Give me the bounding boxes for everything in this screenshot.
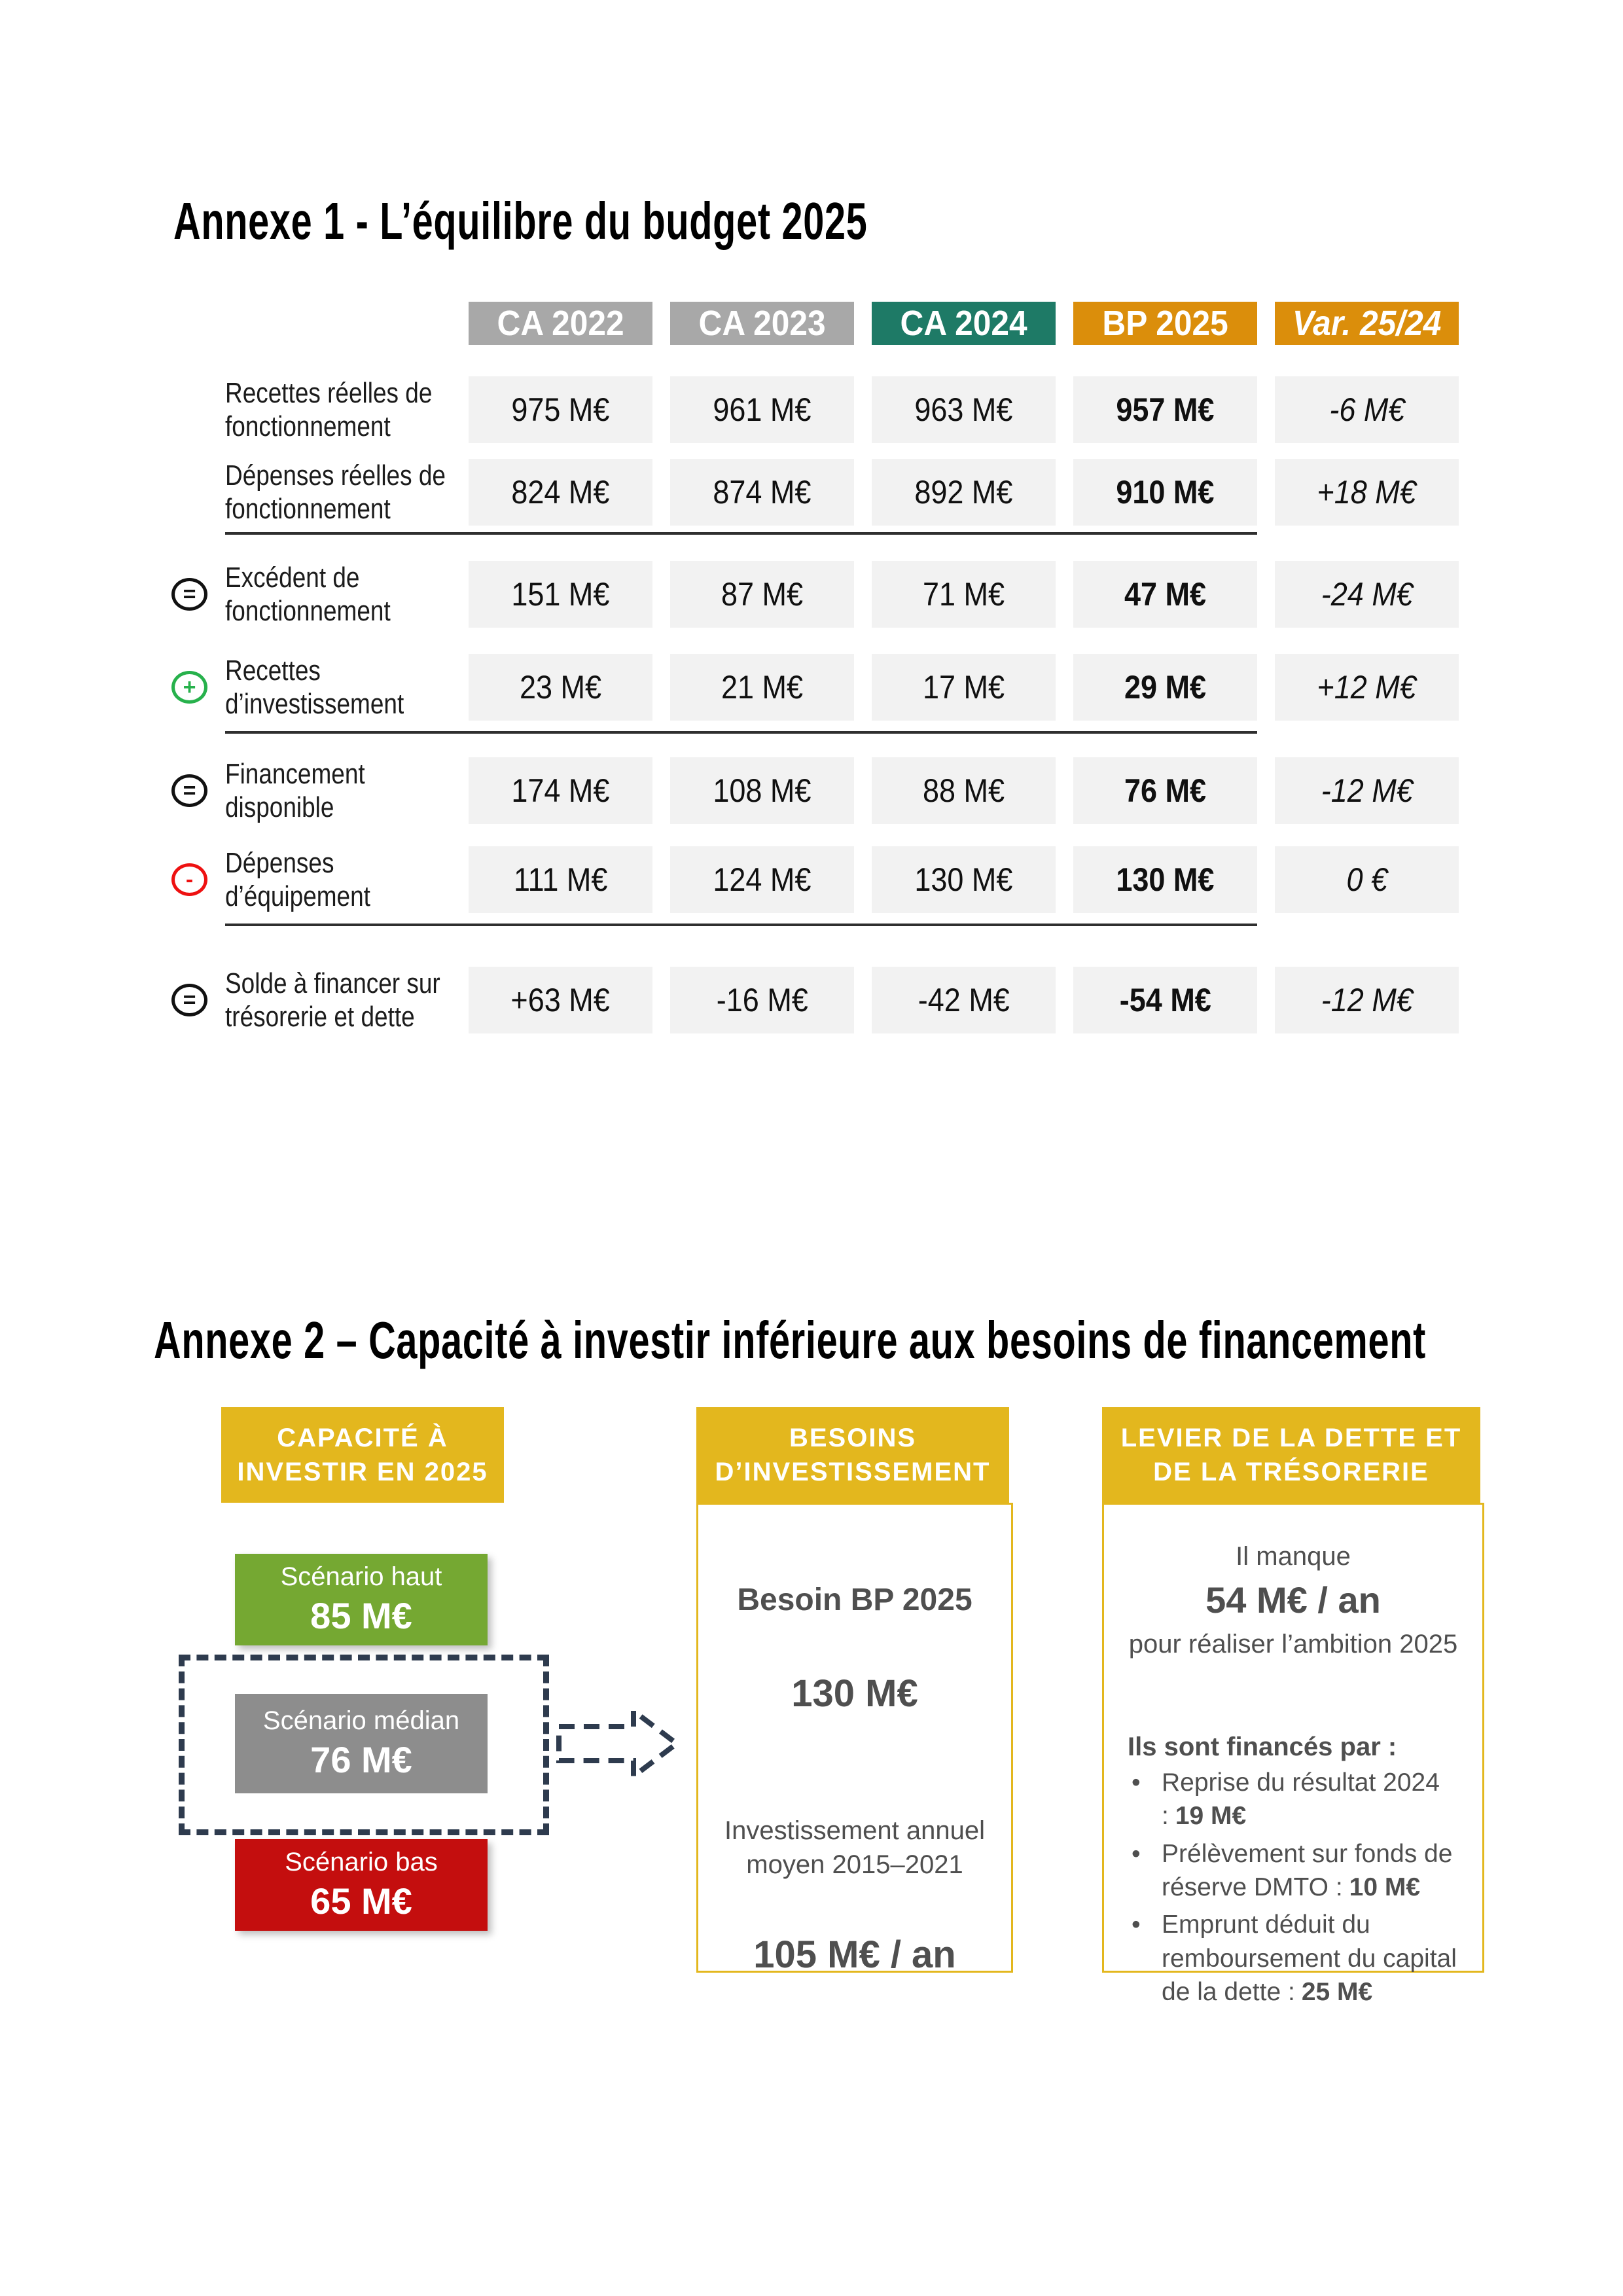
- needs-bp-label: Besoin BP 2025: [737, 1583, 972, 1617]
- table-cell: [1073, 757, 1257, 824]
- cell-value: +18 M€: [1317, 474, 1417, 511]
- equals-icon: =: [171, 578, 207, 611]
- row-icon-cell: [171, 578, 207, 611]
- table-cell: [670, 376, 854, 443]
- plus-icon: +: [171, 671, 207, 704]
- bullet-value: 19 M€: [1175, 1802, 1247, 1831]
- row-label-text: Recettes d’investissement: [225, 655, 404, 721]
- separator-line: [225, 924, 1257, 926]
- lever-bullet-item: [1128, 1908, 1463, 2009]
- table-row: [171, 846, 1467, 913]
- cell-value: 975 M€: [511, 391, 610, 429]
- row-label: [225, 967, 451, 1033]
- cell-value: 151 M€: [511, 576, 610, 613]
- scenario-median-box: [235, 1694, 488, 1793]
- table-header-row: [171, 302, 1467, 345]
- table-cell: [1073, 846, 1257, 913]
- minus-icon: -: [171, 863, 207, 896]
- cell-value: -54 M€: [1119, 982, 1211, 1019]
- table-cell: [872, 459, 1056, 526]
- column-header-bp-2025: [1073, 302, 1257, 345]
- table-cell: [469, 561, 652, 628]
- table-row: [171, 561, 1467, 628]
- bullet-value: 25 M€: [1301, 1978, 1373, 2007]
- scenario-median-value: 76 M€: [310, 1739, 412, 1780]
- budget-table: [171, 302, 1467, 1033]
- cell-value: 71 M€: [922, 576, 1005, 613]
- table-cell: [670, 561, 854, 628]
- annexe1-title-text: Annexe 1 - L’équilibre du budget 2025: [173, 191, 868, 250]
- separator-line: [225, 532, 1257, 535]
- row-icon-cell: [171, 863, 207, 896]
- lever-missing-value: 54 M€ / an: [1205, 1579, 1381, 1621]
- cell-value: 17 M€: [922, 669, 1005, 706]
- equals-icon: =: [171, 984, 207, 1016]
- bullet-text: Reprise du résultat 2024 :: [1162, 1768, 1440, 1831]
- needs-bp-value: 130 M€: [791, 1672, 918, 1715]
- column-header-ca-2022: [469, 302, 652, 345]
- cell-value: 124 M€: [713, 861, 812, 899]
- bullet-text: Emprunt déduit du remboursement du capital de la dette :: [1162, 1910, 1457, 2007]
- table-cell: [1275, 376, 1459, 443]
- needs-body: [696, 1503, 1013, 1976]
- cell-value: 88 M€: [922, 772, 1005, 810]
- table-cell: [469, 967, 652, 1033]
- cell-value: -12 M€: [1321, 772, 1413, 810]
- table-cell: [1275, 846, 1459, 913]
- table-cell: [872, 967, 1056, 1033]
- table-cell: [670, 846, 854, 913]
- cell-value: -6 M€: [1329, 391, 1405, 429]
- table-row: [171, 967, 1467, 1033]
- cell-value: -42 M€: [918, 982, 1010, 1019]
- lever-header: [1102, 1407, 1480, 1503]
- cell-value: 76 M€: [1124, 772, 1207, 810]
- column-header-label: CA 2024: [900, 304, 1027, 343]
- cell-value: 961 M€: [713, 391, 812, 429]
- cell-value: +63 M€: [510, 982, 611, 1019]
- scenario-low-label: Scénario bas: [285, 1848, 438, 1876]
- column-header-label: Var. 25/24: [1292, 304, 1442, 343]
- capacity-header: [221, 1407, 504, 1503]
- column-header-var-25-24: [1275, 302, 1459, 345]
- scenario-median-label: Scénario médian: [262, 1706, 460, 1735]
- cell-value: 21 M€: [721, 669, 804, 706]
- row-label: [225, 654, 451, 721]
- cell-value: +12 M€: [1317, 669, 1417, 706]
- column-header-label: BP 2025: [1102, 304, 1228, 343]
- lever-financed-title: Ils sont financés par :: [1128, 1732, 1397, 1761]
- annexe1-title: [173, 191, 1137, 251]
- flow-arrow-icon: [554, 1706, 685, 1784]
- cell-value: 87 M€: [721, 576, 804, 613]
- separator-line: [225, 731, 1257, 734]
- cell-value: 824 M€: [511, 474, 610, 511]
- lever-intro: [1104, 1539, 1482, 1662]
- column-header-label: CA 2023: [698, 304, 826, 343]
- bullet-text: Prélèvement sur fonds de réserve DMTO :: [1162, 1839, 1453, 1901]
- cell-value: -24 M€: [1321, 576, 1413, 613]
- column-header-label: CA 2022: [497, 304, 624, 343]
- cell-value: 963 M€: [914, 391, 1013, 429]
- table-cell: [469, 459, 652, 526]
- cell-value: 0 €: [1346, 861, 1387, 899]
- cell-value: 47 M€: [1124, 576, 1207, 613]
- column-header-ca-2024: [872, 302, 1056, 345]
- cell-value: 874 M€: [713, 474, 812, 511]
- table-cell: [1275, 757, 1459, 824]
- row-label: [225, 846, 451, 913]
- row-icon-cell: [171, 774, 207, 807]
- row-icon-cell: [171, 671, 207, 704]
- table-cell: [1275, 654, 1459, 721]
- table-row: [171, 459, 1467, 526]
- lever-header-text: LEVIER DE LA DETTE ET DE LA TRÉSORERIE: [1120, 1424, 1462, 1486]
- row-label-text: Dépenses réelles de fonctionnement: [225, 459, 446, 526]
- table-row: [171, 654, 1467, 721]
- table-cell: [1275, 967, 1459, 1033]
- lever-intro-line2: pour réaliser l’ambition 2025: [1128, 1629, 1458, 1659]
- cell-value: 130 M€: [914, 861, 1013, 899]
- table-cell: [1073, 654, 1257, 721]
- lever-intro-line1: Il manque: [1236, 1542, 1351, 1571]
- row-label: [225, 561, 451, 628]
- lever-bullet-item: [1128, 1766, 1463, 1833]
- table-cell: [872, 654, 1056, 721]
- table-cell: [670, 757, 854, 824]
- cell-value: 29 M€: [1124, 669, 1207, 706]
- needs-avg-label: Investissement annuel moyen 2015–2021: [724, 1816, 985, 1879]
- cell-value: 957 M€: [1116, 391, 1215, 429]
- equals-icon: =: [171, 774, 207, 807]
- row-label-text: Financement disponible: [225, 758, 365, 824]
- table-cell: [1073, 967, 1257, 1033]
- cell-value: 23 M€: [519, 669, 602, 706]
- lever-bullet-item: [1128, 1837, 1463, 1905]
- bullet-value: 10 M€: [1349, 1873, 1421, 1901]
- table-cell: [670, 459, 854, 526]
- lever-bullet-list: [1104, 1766, 1482, 2009]
- needs-header-text: BESOINS D’INVESTISSEMENT: [715, 1424, 991, 1486]
- cell-value: -12 M€: [1321, 982, 1413, 1019]
- table-cell: [469, 757, 652, 824]
- cell-value: 174 M€: [511, 772, 610, 810]
- annexe2-title-text: Annexe 2 – Capacité à investir inférieure aux besoins de financement: [154, 1310, 1427, 1369]
- needs-header: [696, 1407, 1009, 1503]
- row-label-text: Dépenses d’équipement: [225, 847, 370, 913]
- table-cell: [1275, 459, 1459, 526]
- table-cell: [1073, 376, 1257, 443]
- row-label-text: Solde à financer sur trésorerie et dette: [225, 967, 440, 1033]
- table-cell: [469, 846, 652, 913]
- table-cell: [469, 654, 652, 721]
- column-header-ca-2023: [670, 302, 854, 345]
- scenario-low-value: 65 M€: [310, 1880, 412, 1922]
- table-cell: [670, 654, 854, 721]
- row-label-text: Recettes réelles de fonctionnement: [225, 377, 433, 443]
- row-label: [225, 376, 451, 443]
- cell-value: 892 M€: [914, 474, 1013, 511]
- cell-value: 910 M€: [1116, 474, 1215, 511]
- cell-value: 130 M€: [1116, 861, 1215, 899]
- cell-value: 108 M€: [713, 772, 812, 810]
- scenario-high-value: 85 M€: [310, 1595, 412, 1636]
- row-label: [225, 459, 451, 526]
- table-cell: [872, 846, 1056, 913]
- row-label: [225, 757, 451, 824]
- table-row: [171, 757, 1467, 824]
- table-cell: [670, 967, 854, 1033]
- scenario-high-label: Scénario haut: [280, 1562, 442, 1591]
- table-cell: [872, 376, 1056, 443]
- cell-value: -16 M€: [716, 982, 808, 1019]
- table-row: [171, 376, 1467, 443]
- cell-value: 111 M€: [513, 861, 608, 899]
- row-label-text: Excédent de fonctionnement: [225, 562, 391, 628]
- table-cell: [1275, 561, 1459, 628]
- table-cell: [469, 376, 652, 443]
- scenario-low-box: [235, 1839, 488, 1931]
- table-cell: [872, 757, 1056, 824]
- table-cell: [1073, 459, 1257, 526]
- table-cell: [872, 561, 1056, 628]
- row-icon-cell: [171, 984, 207, 1016]
- scenario-high-box: [235, 1554, 488, 1645]
- table-cell: [1073, 561, 1257, 628]
- lever-body: [1102, 1503, 1484, 2007]
- needs-avg-value: 105 M€ / an: [753, 1933, 956, 1976]
- annexe2-title: [154, 1310, 1623, 1371]
- capacity-header-text: CAPACITÉ À INVESTIR EN 2025: [237, 1424, 488, 1486]
